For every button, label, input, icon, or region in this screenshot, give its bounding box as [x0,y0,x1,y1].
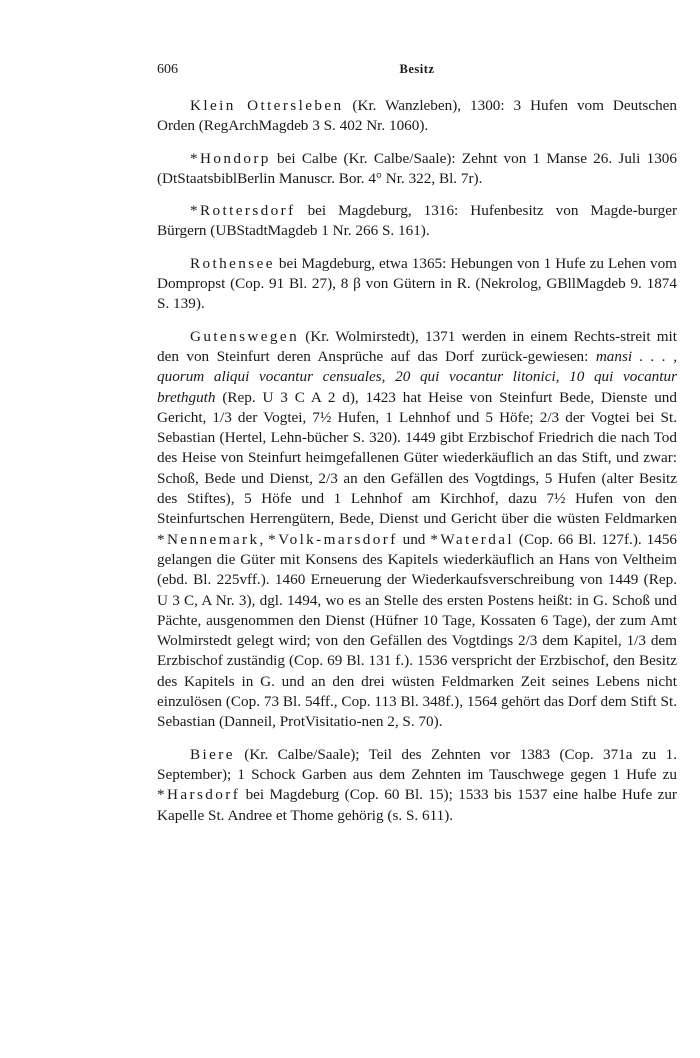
place-name: Klein Ottersleben [190,97,344,114]
place-name: Gutenswegen [190,327,300,345]
entry-text: bei Magdeburg (Cop. 60 Bl. 15); 1533 bis 1537 eine halbe Hufe zur Kapelle St. Andree et Thome gehörig (s. S. 611). [157,786,677,824]
entry-rottersdorf [157,201,677,242]
entry-hondorp [157,149,677,190]
entry-text: bei Magdeburg, 1316: Hufenbesitz von Magde-burger Bürgern (UBStadtMagdeb 1 Nr. 266 S. 161). [157,202,677,240]
place-name: *Waterdal [430,530,514,548]
place-name: Rothensee [190,254,275,272]
entry-text: (Rep. U 3 C A 2 d), 1423 hat Heise von Steinfurt Bede, Dienste und Gericht, 1/3 der Vogtei, 7½ Hufen, 1 Lehnhof und 5 Höfe; 2/3 der Vogtei bei St. Sebastian (Hertel, Lehn-bücher S. 320). 1449 gibt Erzbischof Friedrich die nach Tod des Heise von Steinfurt heimgefallenen Güter wiederkäuflich an das Stift, und zwar: Schoß, Bede und Dienst, 2/3 an den Gefällen des Vogtdings, 5 Hufen (alter Besitz des Stiftes), 5 Höfe und 1 Lehnhof am Kirchhof, dazu 7½ Hufen von den Steinfurtschen Herrengütern, Bede, Dienst und Gericht über die wüsten Feldmarken [157,388,677,528]
entry-text: (Cop. 66 Bl. 127f.). 1456 gelangen die Güter mit Konsens des Kapitels wiederkäuflich an Hans von Veltheim (ebd. Bl. 225vff.). 1460 Erneuerung der Wiederkaufsverschreibung von 1449 (Rep. U 3 C, A Nr. 3), dgl. 1494, wo es an Stelle des ersten Postens heißt: in G. Schoß und Pächte, ausgenommen den Dienst (Hüfner 10 Tage, Kossaten 6 Tage), der zum Amt Wolmirstedt gelegt wird; von den Gefällen des Vogtdings 2/3 dem Kapitel, 1/3 dem Erzbischof zuständig (Cop. 69 Bl. 131 f.). 1536 verspricht der Erzbischof, den Besitz des Kapitels in G. und an den drei wüsten Feldmarken Zeit seines Lebens nicht einzulösen (Cop. 73 Bl. 54ff., Cop. 113 Bl. 348f.), 1564 gehört das Dorf dem Stift St. Sebastian (Danneil, ProtVisitatio-nen 2, S. 70). [157,530,678,731]
document-page [157,62,677,838]
entry-text: bei Calbe (Kr. Calbe/Saale): Zehnt von 1 Manse 26. Juli 1306 (DtStaatsbiblBerlin Manuscr. Bor. 4° Nr. 322, Bl. 7r). [157,149,677,187]
place-name: *Harsdorf [157,786,241,804]
entry-text: (Kr. Calbe/Saale); Teil des Zehnten vor 1383 (Cop. 371a zu 1. September); 1 Schock Garben aus dem Zehnten im Tauschwege gegen 1 Hufe zu [157,745,677,783]
entry-biere [157,745,677,826]
place-name: *Nennemark [157,530,260,548]
page-header [157,62,677,84]
entry-gutenswegen [157,327,677,733]
entry-text: (Kr. Wanzleben), 1300: 3 Hufen vom Deutschen Orden (RegArchMagdeb 3 S. 402 Nr. 1060). [157,97,677,135]
place-name: *Hondorp [190,149,271,167]
latin-quote: mansi . . . , quorum aliqui vocantur censuales, 20 qui vocantur litonici, 10 qui vocantur brethguth [157,347,677,406]
entry-klein-ottersleben [157,96,677,137]
separator: und [397,530,431,548]
entry-text: bei Magdeburg, etwa 1365: Hebungen von 1 Hufe zu Lehen vom Dompropst (Cop. 91 Bl. 27), 8 β von Gütern in R. (Nekrolog, GBllMagdeb 9. 1874 S. 139). [157,254,677,313]
separator: , [259,530,269,548]
running-head: Besitz [399,62,435,76]
page-number: 606 [157,62,178,77]
entry-text: (Kr. Wolmirstedt), 1371 werden in einem Rechts-streit mit den von Steinfurt deren Ansprüche auf das Dorf zurück-gewiesen: [157,327,677,365]
place-name: *Rottersdorf [190,202,296,220]
place-name: Biere [190,745,235,763]
place-name: *Volk-marsdorf [268,530,398,548]
entry-rothensee [157,254,677,315]
